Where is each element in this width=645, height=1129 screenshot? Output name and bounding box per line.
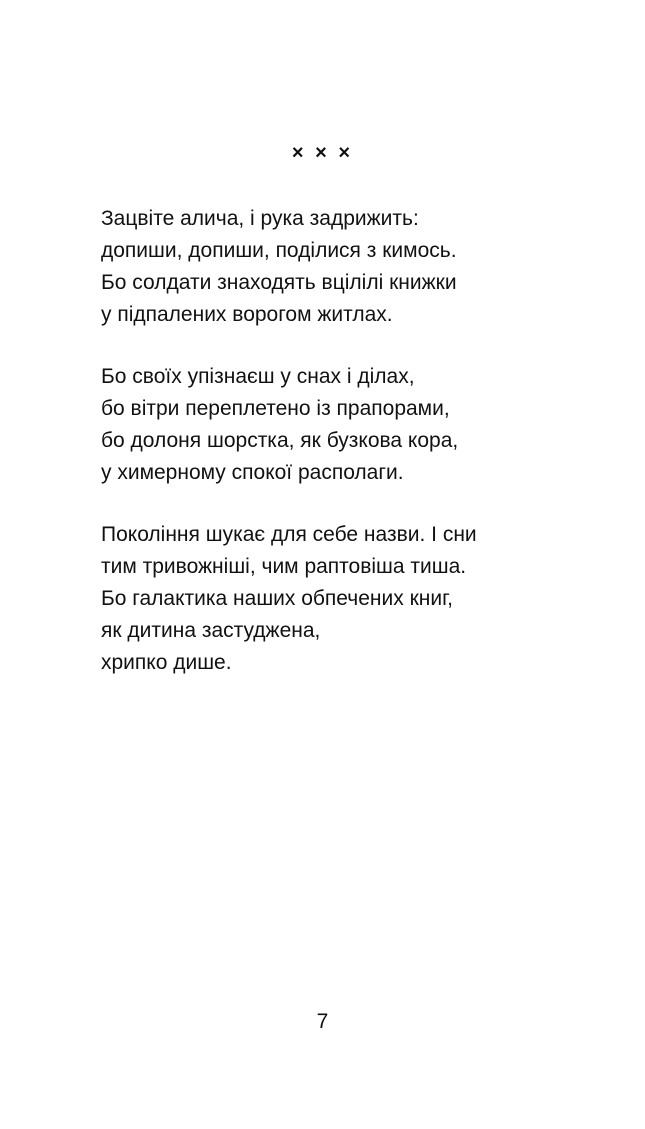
poem-line: хрипко дише. (101, 651, 232, 674)
poem (101, 203, 621, 709)
poem-line: Бо галактика наших обпечених книг, (101, 587, 454, 610)
poem-line: бо долоня шорстка, як бузкова кора, (101, 429, 459, 452)
poem-line: Покоління шукає для себе назви. І сни (101, 523, 477, 546)
poem-line: Бо солдати знаходять вцілілі книжки (101, 271, 457, 294)
section-ornament: × × × (291, 142, 354, 164)
poem-line: у химерному спокої располаги. (101, 461, 404, 484)
poem-line: бо вітри переплетено із прапорами, (101, 397, 450, 420)
poem-line: Зацвіте алича, і рука задрижить: (101, 207, 419, 230)
stanza-1 (101, 203, 621, 331)
poem-line: як дитина застуджена, (101, 619, 321, 642)
poem-line: у підпалених ворогом житлах. (101, 303, 393, 326)
stanza-3 (101, 519, 621, 679)
page-number: 7 (316, 1010, 329, 1033)
poem-line: допиши, допиши, поділися з кимось. (101, 239, 457, 262)
stanza-2 (101, 361, 621, 489)
poem-line: Бо своїх упізнаєш у снах і ділах, (101, 365, 415, 388)
poem-line: тим тривожніші, чим раптовіша тиша. (101, 555, 467, 578)
